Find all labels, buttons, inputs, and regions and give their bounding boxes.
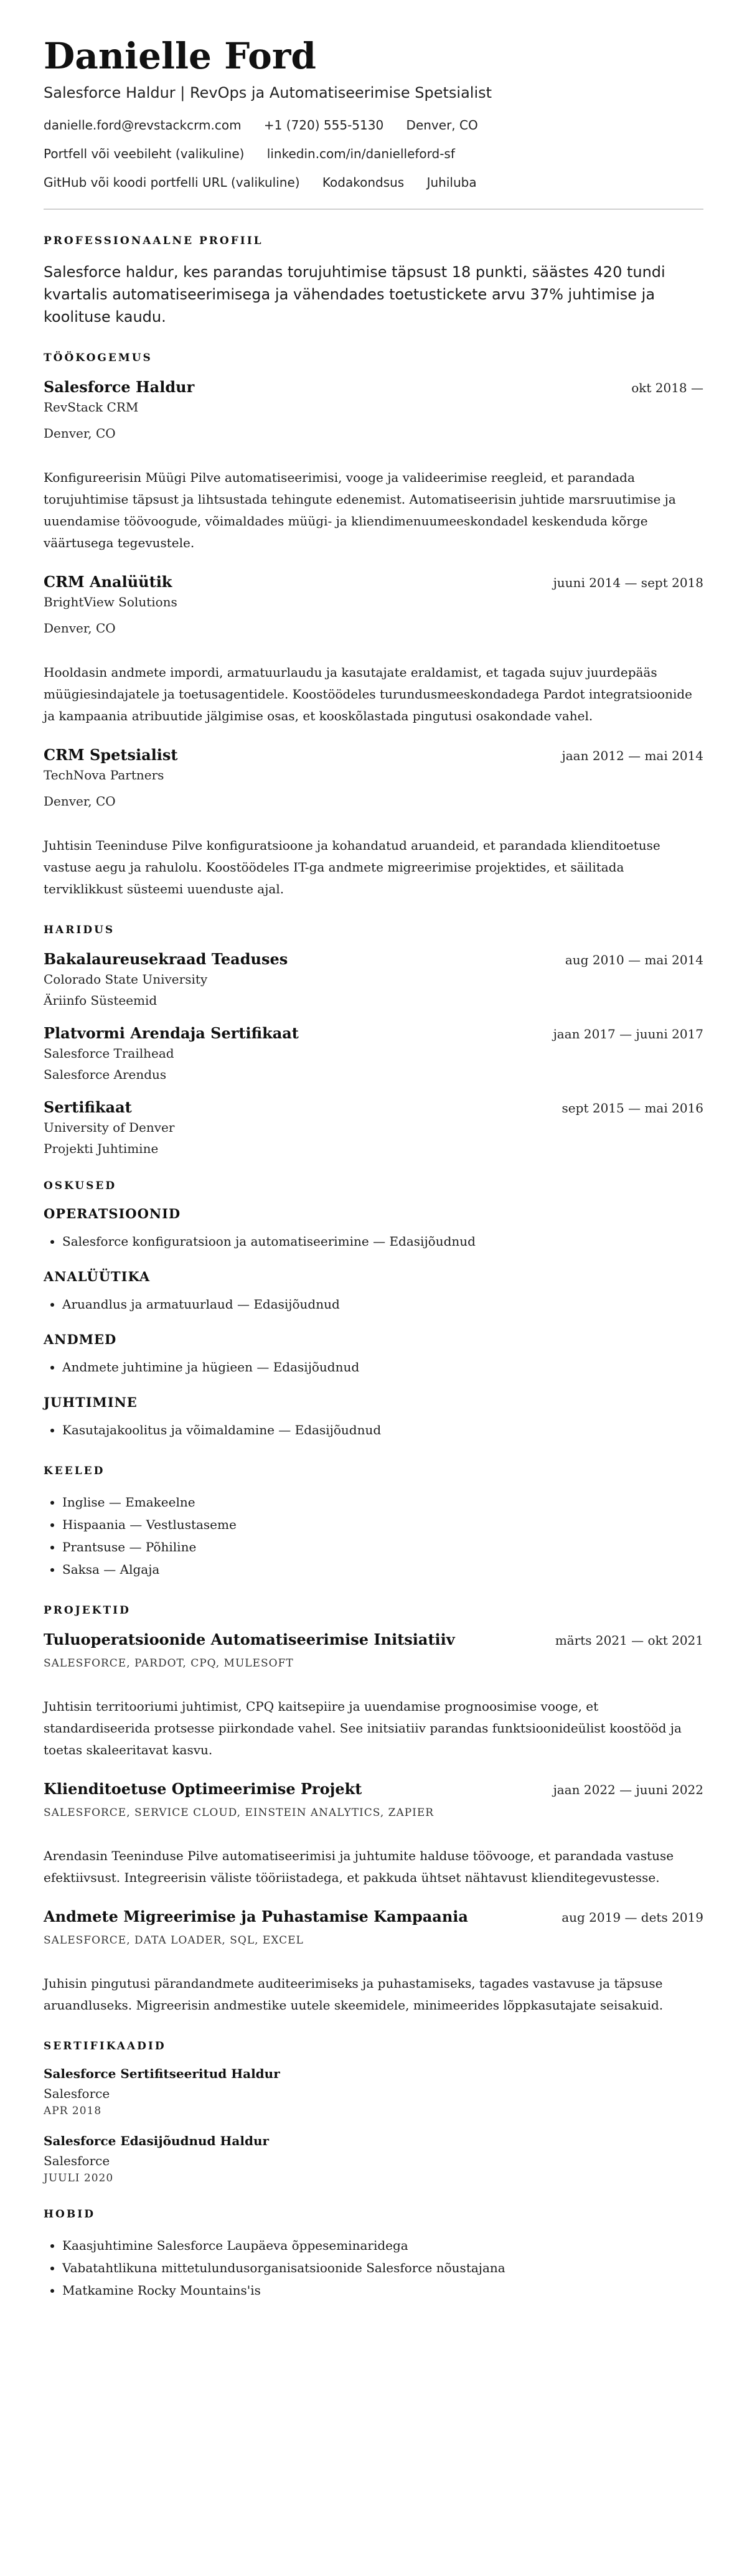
project-title: Klienditoetuse Optimeerimise Projekt <box>44 1779 362 1798</box>
job-location: Denver, CO <box>44 620 116 636</box>
job-location: Denver, CO <box>44 793 116 809</box>
contact-portfolio[interactable]: Portfell või veebileht (valikuline) <box>44 146 245 161</box>
contact-linkedin[interactable]: linkedin.com/in/danielleford-sf <box>266 146 455 161</box>
job-company: RevStack CRM <box>44 399 139 415</box>
job-title: CRM Spetsialist <box>44 745 178 764</box>
contact-row-extra <box>44 175 703 190</box>
profile-title: PROFESSIONAALNE PROFIIL <box>44 234 263 247</box>
skills-section <box>44 1180 703 1441</box>
skill-group-title: OPERATSIOONID <box>44 1205 181 1221</box>
school-name: Salesforce Trailhead <box>44 1045 174 1061</box>
language-list <box>44 1491 703 1581</box>
contact-row-links <box>44 146 703 161</box>
experience-entry <box>44 573 703 727</box>
projects-title: PROJEKTID <box>44 1604 131 1617</box>
job-company: TechNova Partners <box>44 767 164 783</box>
certificate-issuer: Salesforce <box>44 2085 110 2101</box>
contact-citizenship: Kodakondsus <box>322 174 405 190</box>
project-date: aug 2019 — dets 2019 <box>561 1909 703 1925</box>
experience-entry <box>44 746 703 900</box>
job-description: Konfigureerisin Müügi Pilve automatiseerimisi, vooge ja valideerimise reegleid, et parandada torujuhtimise täpsust ja lihtsustada tehingute edenemist. Automatiseerisin juhtide marsruutimise ja uuendamise töövoogude, võimaldades müügi- ja kliendimenuumeeskondadel keskenduda kõrge väärtusega tegevustele. <box>44 469 676 550</box>
language-item: • Hispaania — Vestlustaseme <box>62 1513 703 1536</box>
hobby-item: • Kaasjuhtimine Salesforce Laupäeva õppeseminaridega <box>62 2234 703 2257</box>
degree-date: sept 2015 — mai 2016 <box>561 1100 703 1116</box>
job-description: Hooldasin andmete impordi, armatuurlaudu ja kasutajate eraldamist, et tagada sujuv juurdepääs müügiesindajatele ja toetusagentidele. Koostöödeles turundusmeeskondadega Pardot integratsioonide ja kampaania atribuutide jälgimise osas, et kooskõlastada pingutusi osakondade vahel. <box>44 664 693 723</box>
skill-group-title: JUHTIMINE <box>44 1394 138 1410</box>
contact-location: Denver, CO <box>406 117 478 133</box>
job-description: Juhtisin Teeninduse Pilve konfiguratsioone ja kohandatud aruandeid, et parandada klienditoetuse vastuse aegu ja rahulolu. Koostöödeles IT-ga andmete migreerimise projektides, et säilitada terviklikkust süsteemi uuenduste ajal. <box>44 837 660 896</box>
project-description: Juhtisin territooriumi juhtimist, CPQ kaitsepiire ja uuendamise prognoosimise vooge, et standardiseerida protsesse piirkondade vahel. See initsiatiiv parandas funktsioonideülist koostööd ja toetas skaleeritavat kasvu. <box>44 1698 682 1757</box>
certificates-title: SERTIFIKAADID <box>44 2039 166 2052</box>
project-date: jaan 2022 — juuni 2022 <box>553 1782 703 1797</box>
skill-item: • Aruandlus ja armatuurlaud — Edasijõudnud <box>62 1293 703 1315</box>
profile-section <box>44 235 703 328</box>
education-section <box>44 924 703 1156</box>
experience-title: TÖÖKOGEMUS <box>44 351 153 364</box>
degree-title: Platvormi Arendaja Sertifikaat <box>44 1023 299 1042</box>
study-field: Äriinfo Süsteemid <box>44 992 157 1008</box>
project-date: märts 2021 — okt 2021 <box>555 1632 703 1648</box>
certificate-name: Salesforce Sertifitseeritud Haldur <box>44 2066 280 2081</box>
job-date: juuni 2014 — sept 2018 <box>553 575 703 590</box>
education-entry <box>44 1024 703 1082</box>
job-title: Salesforce Haldur <box>44 377 195 396</box>
skills-title: OSKUSED <box>44 1179 117 1192</box>
project-title: Tuluoperatsioonide Automatiseerimise Initsiatiiv <box>44 1630 455 1648</box>
hobby-list <box>44 2234 703 2301</box>
project-description: Arendasin Teeninduse Pilve automatiseerimisi ja juhtumite halduse töövooge, et parandada vastuse efektiivsust. Integreerisin väliste tööriistadega, et pakkuda ühtset nähtavust klienditegevustesse. <box>44 1848 674 1885</box>
degree-date: aug 2010 — mai 2014 <box>565 952 703 967</box>
contact-phone[interactable]: +1 (720) 555-5130 <box>263 117 384 133</box>
skill-list <box>44 1230 703 1253</box>
education-title: HARIDUS <box>44 923 115 936</box>
education-entry <box>44 1098 703 1156</box>
study-field: Salesforce Arendus <box>44 1066 167 1082</box>
certificate-name: Salesforce Edasijõudnud Haldur <box>44 2133 270 2148</box>
languages-section <box>44 1465 703 1581</box>
study-field: Projekti Juhtimine <box>44 1140 159 1156</box>
candidate-name: Danielle Ford <box>44 35 316 77</box>
contact-github[interactable]: GitHub või koodi portfelli URL (valikuline) <box>44 174 300 190</box>
job-date: okt 2018 — <box>631 380 703 395</box>
job-company: BrightView Solutions <box>44 594 177 609</box>
language-item: • Inglise — Emakeelne <box>62 1491 703 1513</box>
candidate-headline: Salesforce Haldur | RevOps ja Automatiseerimise Spetsialist <box>44 83 492 101</box>
certificate-issuer: Salesforce <box>44 2153 110 2168</box>
school-name: University of Denver <box>44 1119 175 1135</box>
skill-group-title: ANALÜÜTIKA <box>44 1268 151 1284</box>
skill-item: • Andmete juhtimine ja hügieen — Edasijõudnud <box>62 1356 703 1378</box>
certificate-entry <box>44 2133 703 2184</box>
project-entry <box>44 1630 703 1761</box>
skill-item: • Kasutajakoolitus ja võimaldamine — Edasijõudnud <box>62 1419 703 1441</box>
job-title: CRM Analüütik <box>44 572 172 591</box>
language-item: • Saksa — Algaja <box>62 1558 703 1581</box>
projects-section <box>44 1604 703 2016</box>
school-name: Colorado State University <box>44 971 208 987</box>
degree-title: Sertifikaat <box>44 1098 132 1116</box>
contact-misc: Juhiluba <box>426 174 477 190</box>
certificate-date: APR 2018 <box>44 2104 102 2117</box>
project-title: Andmete Migreerimise ja Puhastamise Kampaania <box>44 1907 468 1925</box>
project-tech: SALESFORCE, DATA LOADER, SQL, EXCEL <box>44 1934 304 1947</box>
header-divider <box>44 209 703 210</box>
skill-list <box>44 1419 703 1441</box>
skill-item: • Salesforce konfiguratsioon ja automatiseerimine — Edasijõudnud <box>62 1230 703 1253</box>
hobby-item: • Vabatahtlikuna mittetulundusorganisatsioonide Salesforce nõustajana <box>62 2257 703 2279</box>
project-tech: SALESFORCE, SERVICE CLOUD, EINSTEIN ANALYTICS, ZAPIER <box>44 1806 435 1819</box>
education-entry <box>44 950 703 1008</box>
job-date: jaan 2012 — mai 2014 <box>561 748 703 763</box>
resume-header <box>44 37 703 190</box>
contact-row-primary <box>44 118 703 133</box>
project-description: Juhisin pingutusi pärandandmete auditeerimiseks ja puhastamiseks, tagades vastavuse ja täpsuse aruandluseks. Migreerisin andmestike uutele skeemidele, minimeerides lõppkasutajate seisakuid. <box>44 1975 664 2013</box>
languages-title: KEELED <box>44 1464 105 1477</box>
experience-section <box>44 352 703 900</box>
degree-date: jaan 2017 — juuni 2017 <box>553 1026 703 1041</box>
project-tech: SALESFORCE, PARDOT, CPQ, MULESOFT <box>44 1657 294 1670</box>
experience-entry <box>44 378 703 554</box>
job-location: Denver, CO <box>44 425 116 441</box>
project-entry <box>44 1780 703 1889</box>
hobbies-section <box>44 2208 703 2301</box>
contact-email[interactable]: danielle.ford@revstackcrm.com <box>44 117 242 133</box>
certificate-date: JUULI 2020 <box>44 2171 114 2184</box>
degree-title: Bakalaureusekraad Teaduses <box>44 949 288 968</box>
skill-group-title: ANDMED <box>44 1331 117 1347</box>
skill-list <box>44 1356 703 1378</box>
profile-text: Salesforce haldur, kes parandas torujuhtimise täpsust 18 punkti, säästes 420 tundi kvartalis automatiseerimisega ja vähendades toetustickete arvu 37% juhtimise ja koolituse kaudu. <box>44 263 665 326</box>
certificates-section <box>44 2040 703 2184</box>
hobbies-title: HOBID <box>44 2207 95 2221</box>
hobby-item: • Matkamine Rocky Mountains'is <box>62 2279 703 2301</box>
project-entry <box>44 1907 703 2016</box>
language-item: • Prantsuse — Põhiline <box>62 1536 703 1558</box>
skill-list <box>44 1293 703 1315</box>
certificate-entry <box>44 2066 703 2117</box>
